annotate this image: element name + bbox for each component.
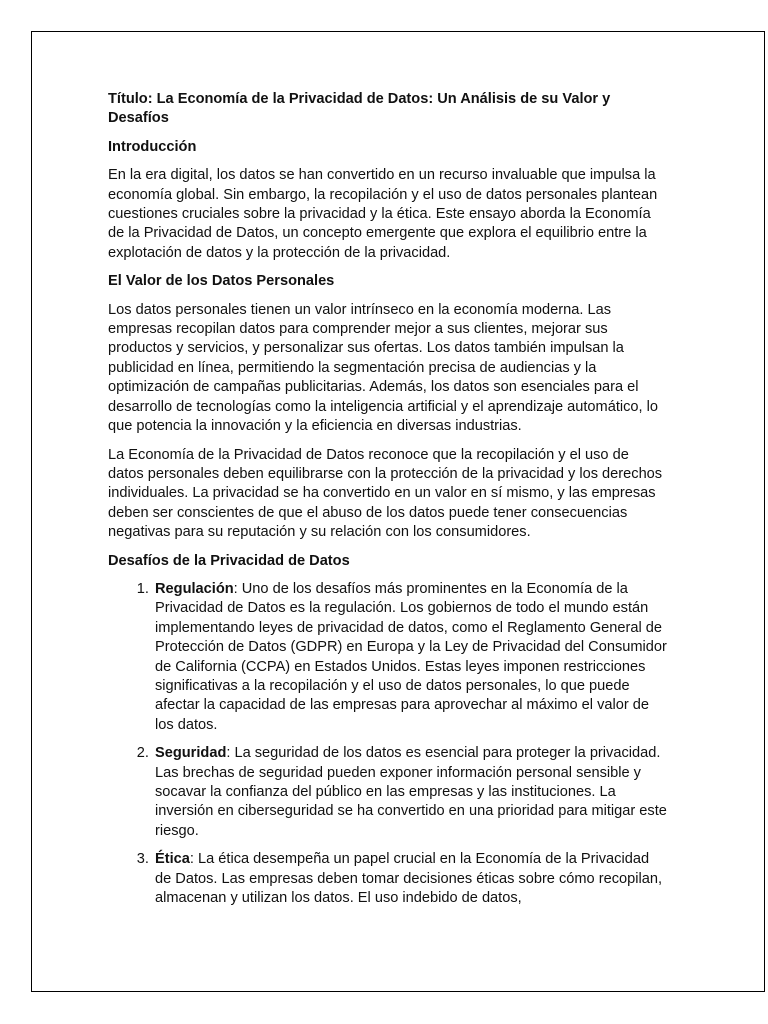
list-item xyxy=(153,744,668,841)
challenges-list xyxy=(108,580,668,909)
paragraph-valor-1: Los datos personales tienen un valor intrínseco en la economía moderna. Las empresas recopilan datos para comprender mejor a sus clientes, mejorar sus productos y servicios, y personalizar sus ofertas. Los datos también impulsan la publicidad en línea, permitiendo la segmentación precisa de audiencias y la optimización de campañas publicitarias. Además, los datos son esenciales para el desarrollo de tecnologías como la inteligencia artificial y el aprendizaje automático, lo que potencia la innovación y la eficiencia en diversas industrias. xyxy=(108,301,659,435)
list-item-text: : La ética desempeña un papel crucial en la Economía de la Privacidad de Datos. Las empresas deben tomar decisiones éticas sobre cómo recopilan, almacenan y utilizan los datos. El uso indebido de datos, xyxy=(155,851,662,907)
list-item-term: Regulación xyxy=(155,580,234,597)
section-heading-introduccion: Introducción xyxy=(108,138,197,155)
list-item-text: : La seguridad de los datos es esencial para proteger la privacidad. Las brechas de seguridad pueden exponer información personal sensible y socavar la confianza del público en las empresas y las instituciones. La inversión en ciberseguridad se ha convertido en una prioridad para mitigar este riesgo. xyxy=(155,745,667,839)
list-item-term: Seguridad xyxy=(155,745,227,762)
document-title: Título: La Economía de la Privacidad de Datos: Un Análisis de su Valor y Desafíos xyxy=(108,91,611,127)
section-heading-desafios: Desafíos de la Privacidad de Datos xyxy=(108,552,350,569)
section-heading-valor: El Valor de los Datos Personales xyxy=(108,273,335,290)
paragraph-introduccion: En la era digital, los datos se han convertido en un recurso invaluable que impulsa la economía global. Sin embargo, la recopilación y el uso de datos personales plantean cuestiones cruciales sobre la privacidad y la ética. Este ensayo aborda la Economía de la Privacidad de Datos, un concepto emergente que explora el equilibrio entre la explotación de datos y la protección de la privacidad. xyxy=(108,167,658,261)
list-item-text: : Uno de los desafíos más prominentes en la Economía de la Privacidad de Datos es la regulación. Los gobiernos de todo el mundo están implementando leyes de privacidad de datos, como el Reglamento General de Protección de Datos (GDPR) en Europa y la Ley de Privacidad del Consumidor de California (CCPA) en Estados Unidos. Estas leyes imponen restricciones significativas a la recopilación y el uso de datos personales, lo que puede afectar la capacidad de las empresas para aprovechar al máximo el valor de los datos. xyxy=(155,580,667,733)
document-body xyxy=(108,90,668,917)
list-item-term: Ética xyxy=(155,851,190,868)
paragraph-valor-2: La Economía de la Privacidad de Datos reconoce que la recopilación y el uso de datos personales deben equilibrarse con la protección de la privacidad y los derechos individuales. La privacidad se ha convertido en un valor en sí mismo, y las empresas deben ser conscientes de que el abuso de los datos puede tener consecuencias negativas para su reputación y su relación con los consumidores. xyxy=(108,446,663,541)
list-item xyxy=(153,580,668,735)
document-page xyxy=(31,31,765,992)
list-item xyxy=(153,850,668,908)
